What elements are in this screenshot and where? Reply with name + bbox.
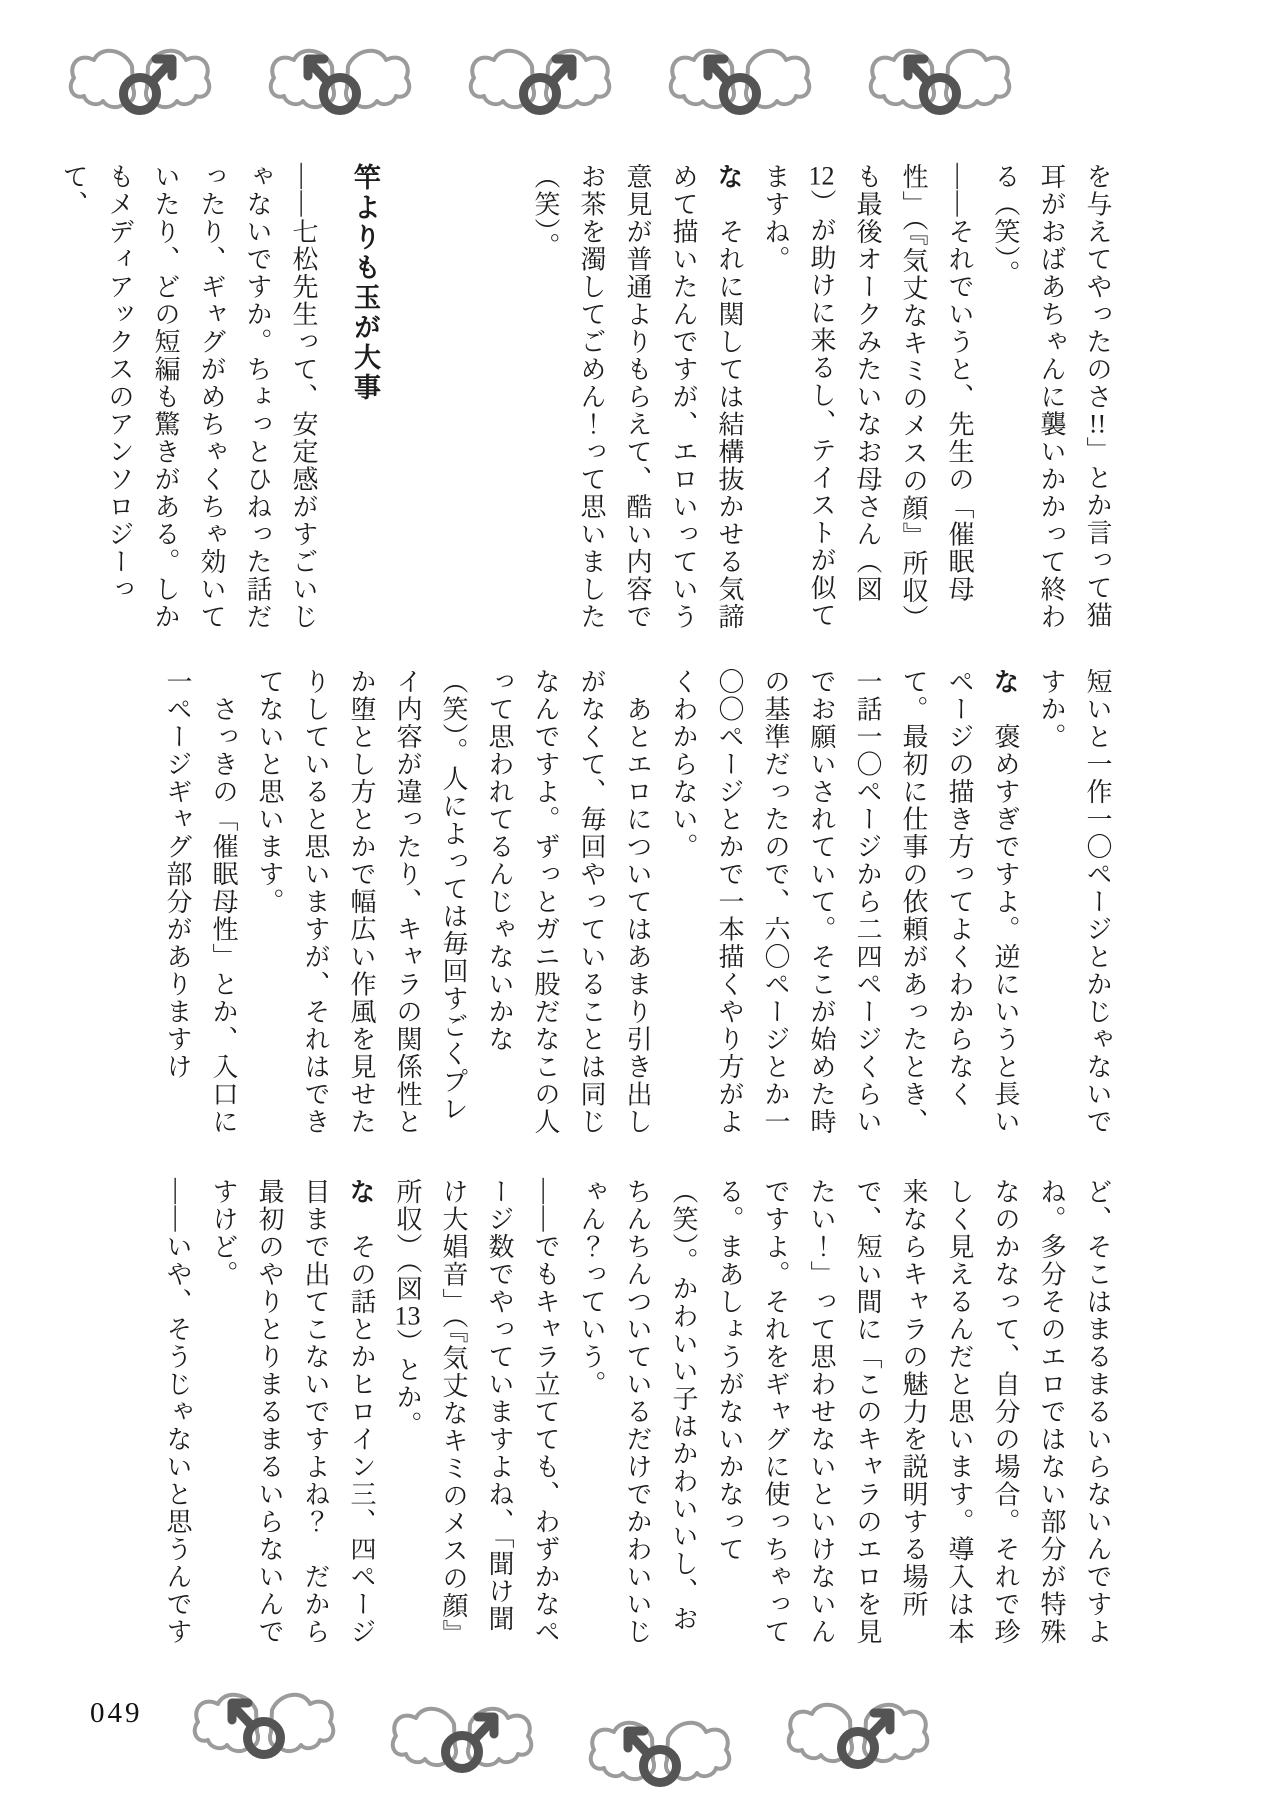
interviewer-paragraph: ――それでいうと、先生の「催眠母性」（『気丈なキミのメスの顔』所収）も最後オークみたいなお母さん（図12）が助けに来るし、テイストが似てますね。 xyxy=(761,163,974,632)
interviewer-paragraph: 短いと一作一〇ページとかじゃないですか。 xyxy=(1037,668,1112,1136)
figure-number: 12 xyxy=(808,163,835,189)
winged-mars-icon xyxy=(388,1698,536,1782)
paragraph: を与えてやったのさ!!」とか言って猫耳がおばあちゃんに襲いかかって終わる（笑）。 xyxy=(991,163,1112,631)
interviewer-paragraph: ――いや、そうじゃないと思うんです xyxy=(163,1178,192,1646)
text-band-1 xyxy=(50,163,1120,639)
interviewer-paragraph: ――七松先生って、安定感がすごいじゃないですか。ちょっとひねった話だったり、ギャグがめちゃくちゃ効いていたり、どの短編も驚きがある。しかもメディアックスのアンソロジーって、 xyxy=(59,163,318,631)
winged-mars-icon xyxy=(190,1684,338,1768)
speaker-paragraph: な それに関しては結構抜かせる気諦めて描いたんですが、エロいっていう意見が普通よりもらえて、酷い内容でお茶を濁してごめん！って思いました（笑）。 xyxy=(531,163,744,631)
winged-mars-icon xyxy=(66,40,214,124)
text-band-2 xyxy=(154,668,1120,1144)
tatechuyoko-text: !! xyxy=(1088,410,1107,437)
speaker-paragraph: な 褒めすぎですよ。逆にいうと長いページの描き方ってよくわからなくて。最初に仕事の依頼があったとき、一話一〇ページから二四ページくらいでお願いされていて。そこが始めた時の基準だったので、六〇ページとか一〇〇ページとかで一本描くやり方がよくわからない。 xyxy=(669,668,1020,1136)
section-heading: 竿よりも玉が大事 xyxy=(350,163,380,403)
figure-number: 13 xyxy=(394,1302,421,1329)
paragraph: ど、そこはまるまるいらないんですよね。多分そのエロではない部分が特殊なのかなって、自分の場合。それで珍しく見えるんだと思います。導入は本来ならキャラの魅力を説明する場所で、短い間に「このキャラのエロを見たい！」って思わせないといけないんですよ。それをギャグに使っちゃってる。まあしょうがないかなって（笑）。かわいい子はかわいいし、おちんちんついているだけでかわいいじゃん？っていう。 xyxy=(577,1178,1112,1646)
text-band-3 xyxy=(154,1178,1120,1654)
speaker-label: な xyxy=(990,668,1020,696)
interviewer-paragraph: ――でもキャラ立てても、わずかなページ数でやっていますよね、「聞け聞け大娼音」（『気丈なキミのメスの顔』所収）（図13）とか。 xyxy=(393,1178,560,1647)
winged-mars-icon xyxy=(866,40,1014,124)
paragraph: あとエロについてはあまり引き出しがなくて、毎回やっていることは同じなんですよ。ずっとガニ股だなこの人って思われてるんじゃないかな（笑）。人によっては毎回すごくプレイ内容が違ったり、キャラの関係性とか堕とし方とかで幅広い作風を見せたりしていると思いますが、それはできてないと思います。 xyxy=(255,668,652,1136)
winged-mars-icon xyxy=(266,40,414,124)
winged-mars-icon xyxy=(666,40,814,124)
speaker-paragraph: な その話とかヒロイン三、四ページ目まで出てこないですよね？ だから最初のやりとりまるまるいらないんですけど。 xyxy=(209,1178,376,1646)
decoration-row-bottom xyxy=(190,1684,932,1768)
winged-mars-icon xyxy=(784,1694,932,1778)
speaker-label: な xyxy=(346,1178,376,1206)
winged-mars-icon xyxy=(466,40,614,124)
page-number: 049 xyxy=(90,1697,143,1729)
winged-mars-icon xyxy=(586,1712,734,1796)
speaker-label: な xyxy=(714,163,744,191)
decoration-row-top xyxy=(66,40,1014,124)
paragraph: さっきの「催眠母性」とか、入口に一ページギャグ部分がありますけ xyxy=(163,668,238,1136)
